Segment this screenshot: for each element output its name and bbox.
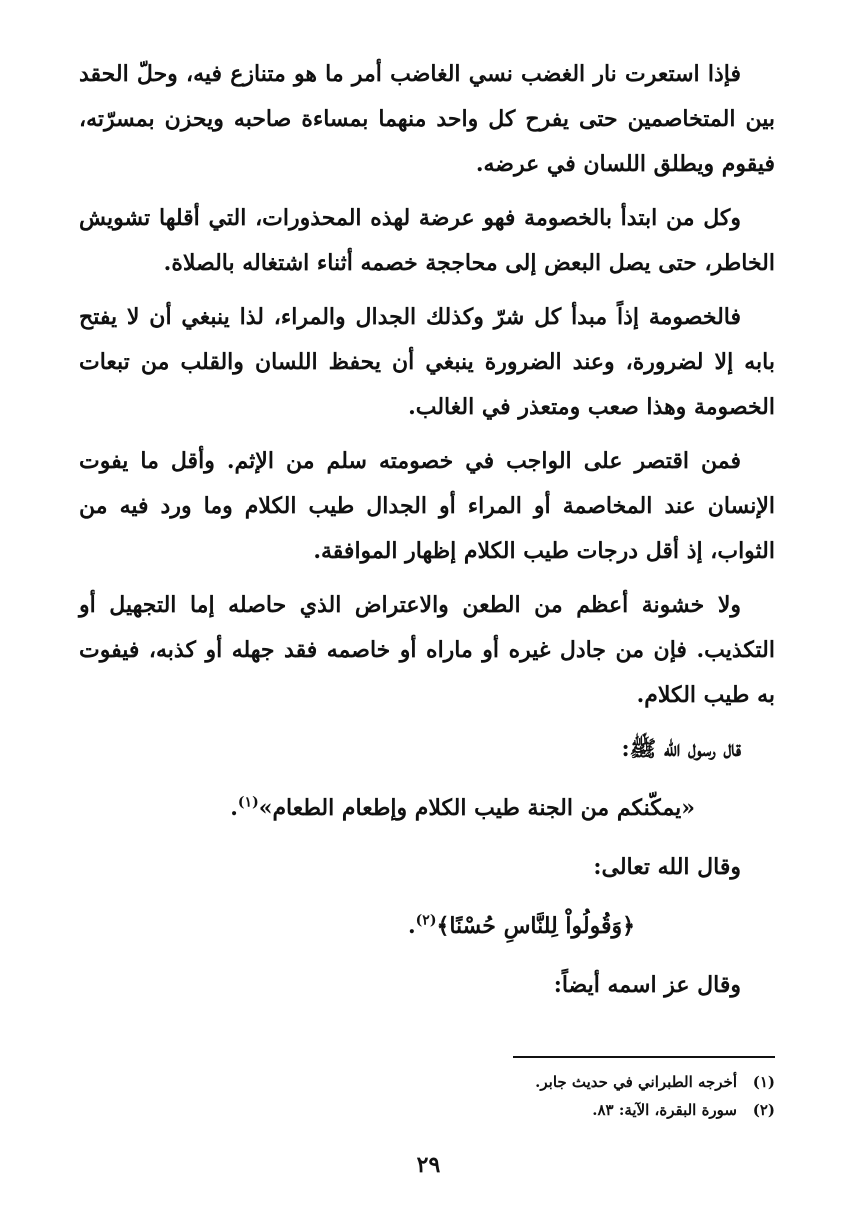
footnote-ref: (١) (237, 794, 259, 811)
period: . (230, 795, 238, 821)
footnotes (355, 1068, 775, 1124)
footnote-text: أخرجه الطبراني في حديث جابر. (535, 1073, 737, 1091)
footnote-text: سورة البقرة، الآية: ٨٣. (592, 1101, 737, 1119)
quran-verse (79, 904, 775, 949)
quote-intro: وقال عز اسمه أيضاً: (553, 972, 741, 998)
quote-intro: وقال الله تعالى: (593, 854, 741, 880)
paragraph: فمن اقتصر على الواجب في خصومته سلم من الإثم. وأقل ما يفوت الإنسان عند المخاصمة أو المراء أو الجدال طيب الكلام وما ورد فيه من الثواب، إذ أقل درجات طيب الكلام إظهار الموافقة. (79, 448, 775, 564)
period: . (408, 913, 416, 939)
page-number: ٢٩ (416, 1152, 441, 1178)
paragraph: ولا خشونة أعظم من الطعن والاعتراض الذي حاصله إما التجهيل أو التكذيب. فإن من جادل غيره أو ماراه أو خاصمه فقد جهله أو كذبه، فيفوت به طيب الكلام. (79, 592, 775, 708)
main-text (79, 52, 775, 1022)
footnote-divider (513, 1056, 775, 1058)
footnote (355, 1096, 775, 1124)
footnote-number: (١) (752, 1073, 775, 1091)
footnote-ref: (٢) (415, 912, 437, 929)
footnote-number: (٢) (752, 1101, 775, 1119)
paragraph: فالخصومة إذاً مبدأ كل شرّ وكذلك الجدال والمراء، لذا ينبغي أن لا يفتح بابه إلا لضرورة، وعند الضرورة ينبغي أن يحفظ اللسان والقلب من تبعات الخصومة وهذا صعب ومتعذر في الغالب. (79, 304, 775, 420)
hadith-text: «يمكّنكم من الجنة طيب الكلام وإطعام الطعام» (258, 795, 695, 821)
paragraph: وكل من ابتدأ بالخصومة فهو عرضة لهذه المحذورات، التي أقلها تشويش الخاطر، حتى يصل البعض إلى محاججة خصمه أثناء اشتغاله بالصلاة. (79, 205, 775, 276)
verse-text: ﴿وَقُولُواْ لِلنَّاسِ حُسْنًا﴾ (436, 913, 635, 939)
quote-intro: قال رسول الله ﷺ: (621, 736, 741, 762)
paragraph: فإذا استعرت نار الغضب نسي الغاضب أمر ما هو متنازع فيه، وحلّ الحقد بين المتخاصمين حتى يفرح كل واحد منهما بمساءة صاحبه ويحزن بمسرّته، فيقوم ويطلق اللسان في عرضه. (79, 61, 775, 177)
footnote (355, 1068, 775, 1096)
hadith-quote (79, 786, 775, 831)
